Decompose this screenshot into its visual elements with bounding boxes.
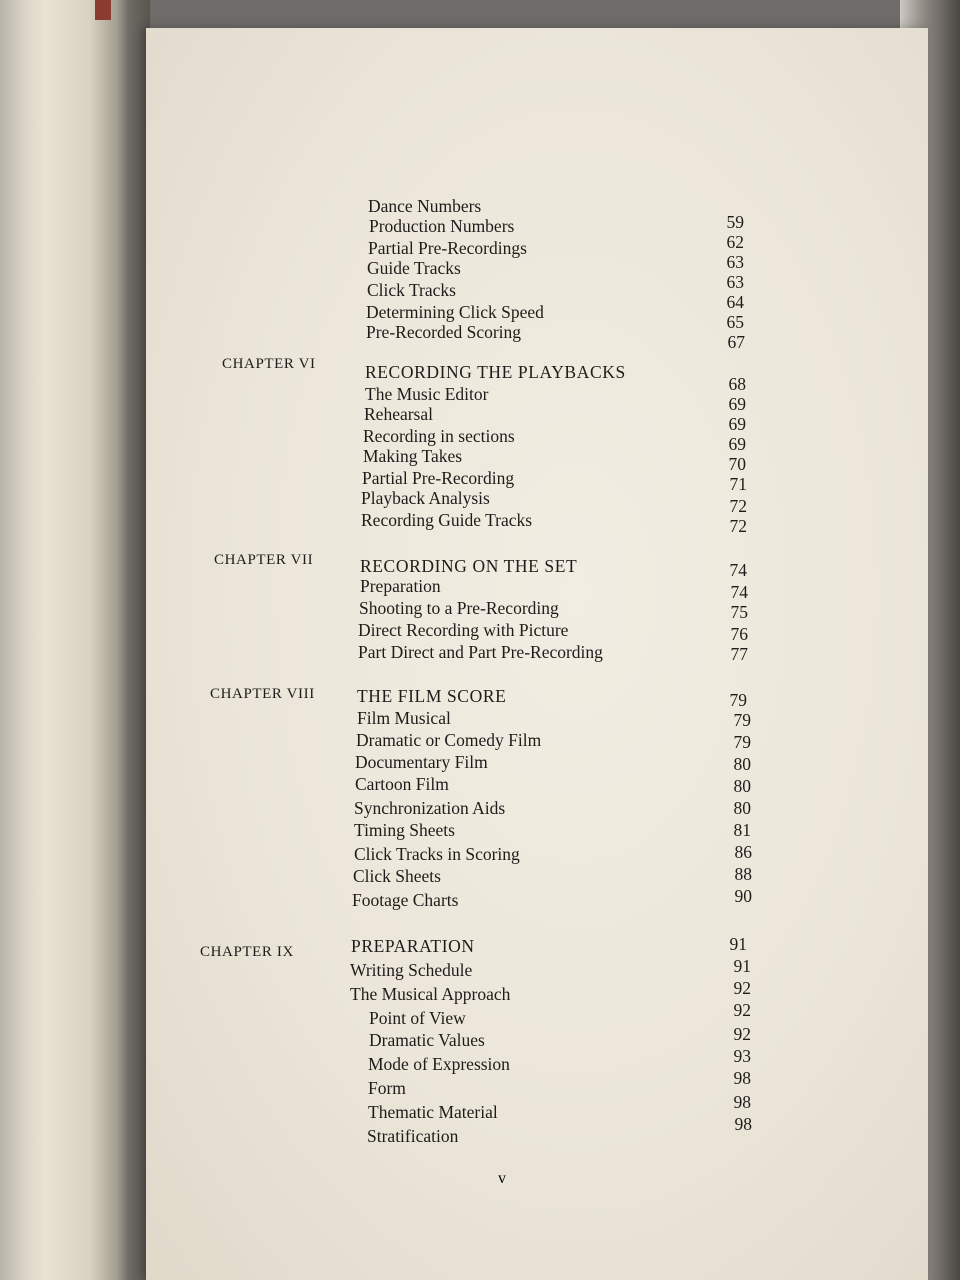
toc-entry-page-number: 80 — [733, 776, 751, 796]
chapter-title: RECORDING ON THE SET — [360, 556, 578, 576]
toc-entry-label: Click Sheets — [353, 866, 441, 886]
chapter-label: CHAPTER VII — [214, 552, 314, 568]
toc-entry-label: Documentary Film — [355, 752, 488, 772]
toc-entry-page-number: 74 — [730, 582, 748, 602]
toc-entry-page-number: 79 — [733, 732, 751, 752]
toc-entry-page-number: 81 — [733, 820, 751, 840]
toc-entry-label: Rehearsal — [364, 404, 433, 424]
toc-entry-page-number: 69 — [728, 434, 746, 454]
toc-entry-label: Partial Pre-Recordings — [368, 238, 527, 258]
toc-entry-label: Pre-Recorded Scoring — [366, 322, 522, 342]
table-of-contents — [146, 28, 928, 1280]
toc-entry-label: Playback Analysis — [361, 488, 490, 508]
toc-entry-page-number: 79 — [733, 710, 751, 730]
chapter-title: RECORDING THE PLAYBACKS — [365, 362, 626, 382]
toc-entry-label: Synchronization Aids — [354, 798, 506, 818]
toc-entry-page-number: 69 — [728, 394, 746, 414]
toc-entry-label: Click Tracks in Scoring — [354, 844, 520, 864]
toc-entry-label: Stratification — [367, 1126, 459, 1146]
toc-entry-page-number: 92 — [733, 1024, 751, 1044]
toc-entry-label: Shooting to a Pre-Recording — [359, 598, 559, 618]
chapter-title: PREPARATION — [351, 936, 475, 956]
toc-entry-label: Thematic Material — [368, 1102, 498, 1122]
toc-entry-page-number: 62 — [726, 232, 744, 252]
toc-entry-page-number: 75 — [730, 602, 748, 622]
toc-entry-page-number: 71 — [729, 474, 747, 494]
toc-entry-label: The Music Editor — [365, 384, 489, 404]
toc-entry-page-number: 86 — [734, 842, 752, 862]
toc-entry-page-number: 59 — [726, 212, 744, 232]
toc-entry-label: Cartoon Film — [355, 774, 449, 794]
chapter-page-number: 79 — [729, 690, 747, 710]
toc-entry-page-number: 72 — [729, 516, 747, 536]
toc-entry-label: Mode of Expression — [368, 1054, 510, 1074]
toc-entry-label: Dramatic Values — [369, 1030, 485, 1050]
toc-entry-page-number: 70 — [728, 454, 746, 474]
page-folio: v — [498, 1170, 506, 1187]
toc-entry-label: Click Tracks — [367, 280, 456, 300]
toc-entry-page-number: 93 — [733, 1046, 751, 1066]
toc-entry-page-number: 76 — [730, 624, 748, 644]
toc-entry-label: The Musical Approach — [350, 984, 511, 1004]
toc-entry-page-number: 88 — [734, 864, 752, 884]
book-page — [146, 28, 928, 1280]
toc-entry-label: Recording Guide Tracks — [361, 510, 533, 530]
toc-entry-label: Production Numbers — [369, 216, 515, 236]
toc-entry-label: Footage Charts — [352, 890, 459, 910]
toc-entry-page-number: 98 — [734, 1114, 752, 1134]
toc-entry-page-number: 98 — [733, 1092, 751, 1112]
toc-entry-page-number: 65 — [726, 312, 744, 332]
toc-entry-label: Timing Sheets — [354, 820, 455, 840]
toc-entry-label: Dance Numbers — [368, 196, 482, 216]
toc-entry-page-number: 80 — [733, 754, 751, 774]
chapter-page-number: 91 — [729, 934, 747, 954]
toc-entry-label: Film Musical — [357, 708, 451, 728]
toc-entry-label: Part Direct and Part Pre-Recording — [358, 642, 603, 662]
chapter-label: CHAPTER VI — [222, 356, 316, 372]
toc-entry-label: Direct Recording with Picture — [358, 620, 569, 640]
toc-entry-page-number: 92 — [733, 1000, 751, 1020]
toc-entry-label: Form — [368, 1078, 406, 1098]
chapter-page-number: 74 — [729, 560, 747, 580]
toc-entry-page-number: 63 — [726, 252, 744, 272]
toc-entry-page-number: 67 — [727, 332, 745, 352]
toc-entry-page-number: 90 — [734, 886, 752, 906]
toc-entry-page-number: 64 — [726, 292, 744, 312]
toc-entry-page-number: 69 — [728, 414, 746, 434]
chapter-label: CHAPTER VIII — [210, 686, 315, 702]
toc-entry-label: Preparation — [360, 576, 441, 596]
toc-entry-page-number: 91 — [733, 956, 751, 976]
toc-entry-label: Guide Tracks — [367, 258, 461, 278]
toc-entry-page-number: 77 — [730, 644, 748, 664]
toc-entry-page-number: 92 — [733, 978, 751, 998]
chapter-page-number: 68 — [728, 374, 746, 394]
toc-entry-page-number: 63 — [726, 272, 744, 292]
toc-entry-page-number: 72 — [729, 496, 747, 516]
toc-entry-label: Determining Click Speed — [366, 302, 544, 322]
chapter-title: THE FILM SCORE — [357, 686, 507, 706]
book-spine-edge — [0, 0, 150, 1280]
toc-entry-page-number: 98 — [733, 1068, 751, 1088]
toc-entry-page-number: 80 — [733, 798, 751, 818]
chapter-label: CHAPTER IX — [200, 944, 294, 960]
bookmark-ribbon — [95, 0, 111, 20]
toc-entry-label: Partial Pre-Recording — [362, 468, 515, 488]
toc-entry-label: Point of View — [369, 1008, 466, 1028]
toc-entry-label: Making Takes — [363, 446, 463, 466]
toc-entry-label: Recording in sections — [363, 426, 515, 446]
toc-entry-label: Writing Schedule — [350, 960, 473, 980]
toc-entry-label: Dramatic or Comedy Film — [356, 730, 542, 750]
